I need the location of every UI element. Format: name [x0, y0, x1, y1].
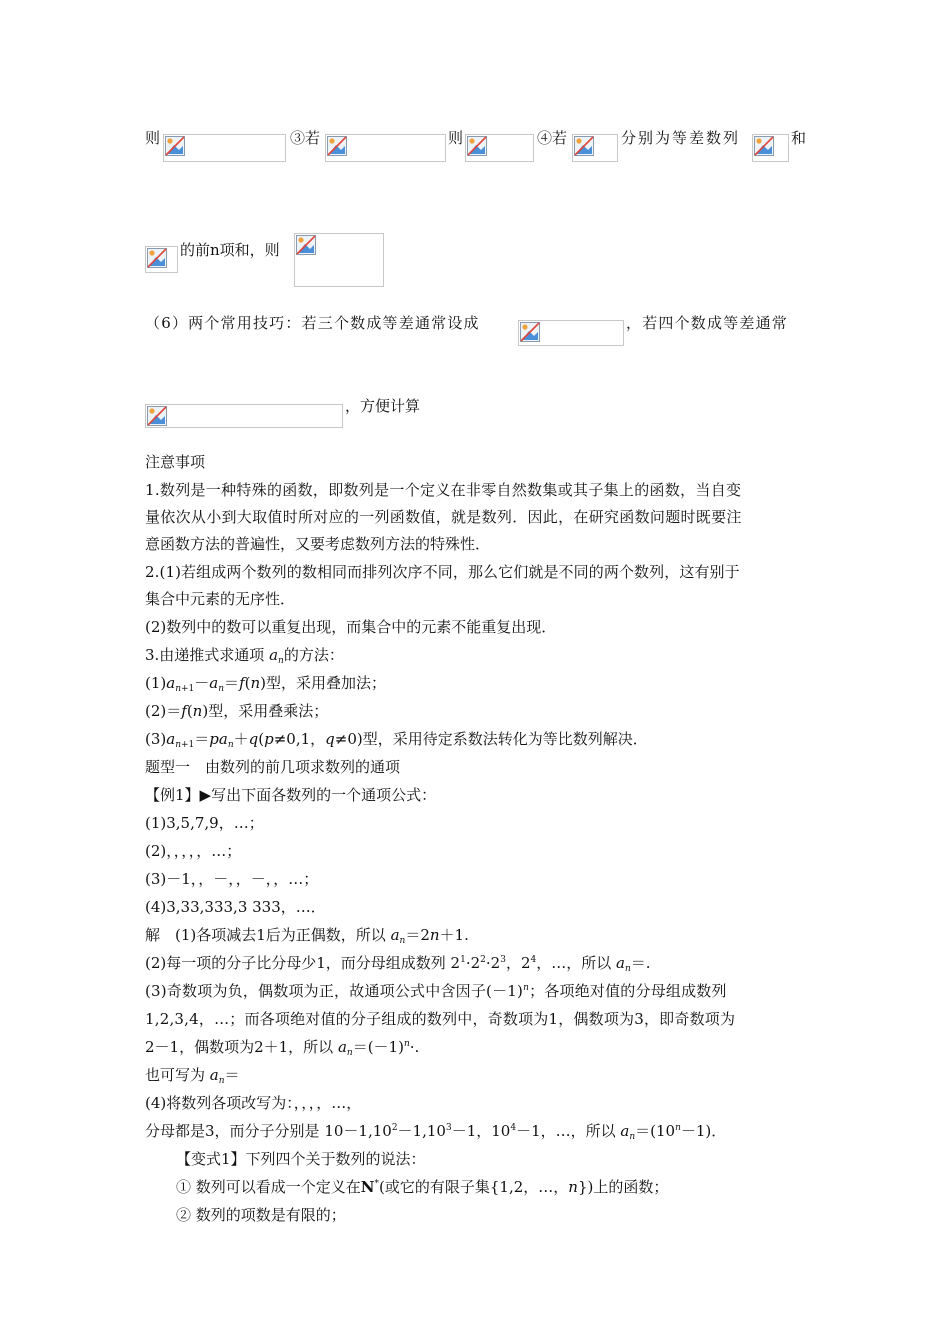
- text-convenient-calc: ，方便计算: [345, 397, 421, 415]
- text-tip-three-terms: （6）两个常用技巧：若三个数成等差通常设成: [145, 314, 480, 332]
- solution-3-line-3: 2－1，偶数项为2＋1，所以 $a_n=(-1)^n\cdot$.: [145, 1038, 420, 1058]
- solution-1: 解 (1)各项减去1后为正偶数，所以 $a_n=2n+1$.: [145, 926, 469, 946]
- variant-1-statement-2: ② 数列的项数是有限的；: [176, 1206, 346, 1224]
- example-1-title: 【例1】▶写出下面各数列的一个通项公式：: [145, 786, 437, 804]
- formula-image-placeholder: [752, 134, 789, 162]
- broken-image-icon: [467, 136, 487, 156]
- formula-image-placeholder: [572, 134, 618, 162]
- recurrence-rule-2: (2)＝f(n)型，采用叠乘法；: [145, 702, 329, 720]
- question-4: (4)3,33,333,3 333，…．: [145, 898, 326, 916]
- notes-title: 注意事项: [145, 453, 206, 471]
- note-2-line-3: (2)数列中的数可以重复出现，而集合中的元素不能重复出现．: [145, 618, 557, 636]
- broken-image-icon: [147, 406, 167, 426]
- note-3-title: 3.由递推式求通项 $a_n$的方法：: [145, 646, 344, 666]
- text-and: 和: [791, 129, 807, 147]
- text-ze: 则: [145, 129, 161, 147]
- solution-4-line-1: (4)将数列各项改写为：，，，，…，: [145, 1094, 362, 1112]
- solution-2: (2)每一项的分子比分母少1，而分母组成数列 $2^1\cdot 2^2\cdot 2^3$，$2^4$，…，所以 $a_n=$.: [145, 954, 651, 974]
- formula-image-placeholder: [163, 134, 286, 162]
- broken-image-icon: [574, 136, 594, 156]
- text-tip-four-terms: ，若四个数成等差通常: [626, 314, 789, 332]
- variant-1-statement-1: ① 数列可以看成一个定义在N*(或它的有限子集{1,2，…，n})上的函数；: [176, 1178, 669, 1196]
- broken-image-icon: [147, 248, 167, 268]
- text-circled-3-if: ③若: [290, 129, 321, 147]
- note-2-line-1: 2.(1)若组成两个数列的数相同而排列次序不同，那么它们就是不同的两个数列，这有别于: [145, 563, 740, 581]
- broken-image-icon: [520, 322, 540, 342]
- formula-image-placeholder: [145, 404, 343, 428]
- note-2-line-2: 集合中元素的无序性．: [145, 590, 296, 608]
- solution-4-line-2: 分母都是3，而分子分别是 $10-1,10^2-1,10^3-1$，$10^4-1$，…，所以 $a_n=(10^n-1)$．: [145, 1122, 727, 1142]
- note-1-line-3: 意函数方法的普遍性，又要考虑数列方法的特殊性．: [145, 535, 491, 553]
- recurrence-rule-3: $(3)a_{n+1}=pa_n+q(p\ne 0,1$，q≠0)型，采用待定系数法转化为等比数列解决．: [145, 730, 648, 750]
- question-1: (1)3,5,7,9，…；: [145, 814, 264, 832]
- broken-image-icon: [296, 235, 316, 255]
- text-first-n-sum: 的前n项和，则: [180, 241, 280, 259]
- note-1-line-1: 1.数列是一种特殊的函数，即数列是一个定义在非零自然数集或其子集上的函数，当自变: [145, 481, 742, 499]
- broken-image-icon: [165, 136, 185, 156]
- broken-image-icon: [754, 136, 774, 156]
- question-3: (3)－1，，－，，－，，…；: [145, 870, 319, 888]
- formula-image-placeholder: [325, 134, 446, 162]
- solution-3-line-2: 1,2,3,4，…；而各项绝对值的分子组成的数列中，奇数项为1，偶数项为3，即奇数项为: [145, 1010, 736, 1028]
- variant-1-title: 【变式1】下列四个关于数列的说法：: [176, 1150, 426, 1168]
- formula-image-placeholder: [294, 233, 384, 287]
- note-1-line-2: 量依次从小到大取值时所对应的一列函数值，就是数列．因此，在研究函数问题时既要注: [145, 508, 742, 526]
- text-arithmetic-sequences: 分别为等差数列: [621, 129, 741, 147]
- section-heading: 题型一 由数列的前几项求数列的通项: [145, 758, 401, 776]
- broken-image-icon: [327, 136, 347, 156]
- solution-3-alt: 也可写为 $a_n=$: [145, 1066, 240, 1086]
- formula-image-placeholder: [145, 246, 178, 273]
- text-ze: 则: [448, 129, 464, 147]
- solution-3-line-1: (3)奇数项为负，偶数项为正，故通项公式中含因子$(-1)^n$；各项绝对值的分母组成数列: [145, 982, 727, 1000]
- formula-image-placeholder: [465, 134, 534, 162]
- question-2: (2)，，，，，…；: [145, 842, 242, 860]
- text-circled-4-if: ④若: [537, 129, 568, 147]
- recurrence-rule-1: $(1)a_{n+1}-a_n=f(n)$型，采用叠加法；: [145, 674, 387, 694]
- formula-image-placeholder: [518, 320, 624, 346]
